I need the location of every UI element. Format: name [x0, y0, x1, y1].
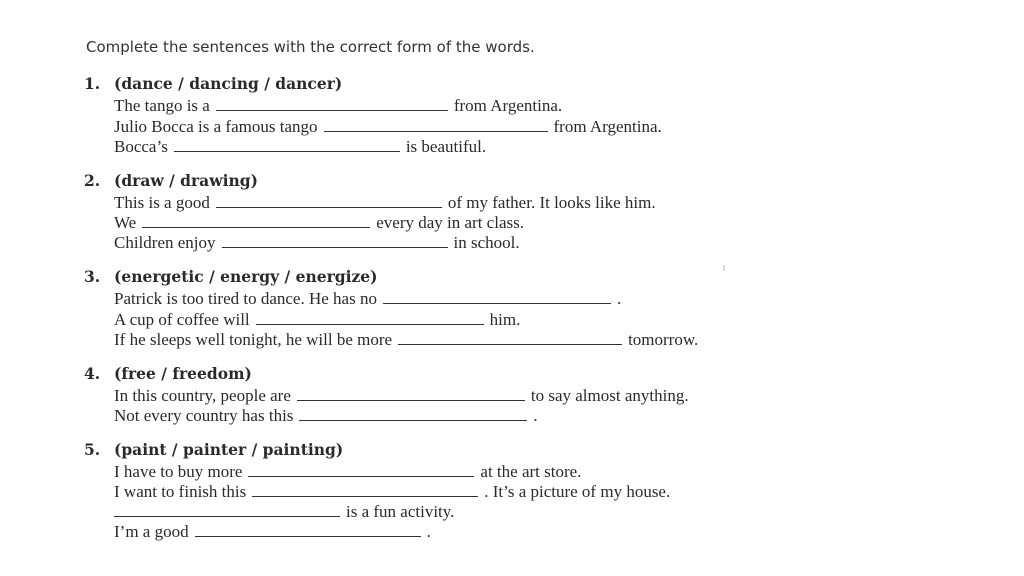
answer-blank[interactable]: [195, 521, 421, 537]
sentence-end: is a fun activity.: [346, 502, 455, 521]
answer-blank[interactable]: [216, 95, 448, 111]
word-options: (paint / painter / painting): [114, 440, 344, 459]
sentence-end: in school.: [453, 233, 520, 252]
answer-blank[interactable]: [216, 192, 442, 208]
sentence-start: In this country, people are: [114, 386, 291, 405]
sentence-start: Julio Bocca is a famous tango: [114, 117, 318, 136]
answer-blank[interactable]: [252, 481, 478, 497]
exercise-4-heading: [84, 364, 252, 383]
answer-blank[interactable]: [324, 116, 548, 132]
sentence-line: [114, 212, 524, 233]
sentence-end: .: [426, 522, 431, 541]
sentence-end: to say almost anything.: [530, 386, 689, 405]
sentence-line: [114, 288, 621, 309]
answer-blank[interactable]: [142, 212, 370, 228]
sentence-line: [114, 192, 656, 213]
sentence-line: [114, 461, 581, 482]
sentence-end: .: [616, 289, 622, 308]
sentence-end: from Argentina.: [453, 96, 563, 115]
answer-blank[interactable]: [114, 501, 340, 517]
sentence-line: [114, 136, 486, 157]
exercise-1-heading: [84, 74, 342, 93]
word-options: (energetic / energy / energize): [114, 267, 378, 286]
answer-blank[interactable]: [248, 461, 474, 477]
sentence-start: Not every country has this: [114, 406, 294, 425]
exercise-number: 5.: [84, 440, 101, 459]
scan-speck: [723, 265, 725, 271]
sentence-end: is beautiful.: [405, 137, 487, 156]
sentence-line: [114, 309, 520, 330]
answer-blank[interactable]: [398, 329, 622, 345]
sentence-end: . It’s a picture of my house.: [484, 482, 671, 501]
exercise-number: 1.: [84, 74, 101, 93]
sentence-start: Children enjoy: [114, 233, 216, 252]
sentence-line: [114, 521, 431, 542]
sentence-line: [114, 481, 670, 502]
sentence-start: We: [114, 213, 137, 232]
answer-blank[interactable]: [299, 405, 527, 421]
word-options: (dance / dancing / dancer): [114, 74, 343, 93]
exercise-5-heading: [84, 440, 343, 459]
sentence-end: every day in art class.: [376, 213, 524, 232]
instructions: Complete the sentences with the correct form of the words.: [86, 38, 535, 56]
answer-blank[interactable]: [297, 385, 525, 401]
sentence-start: Patrick is too tired to dance. He has no: [114, 289, 377, 308]
answer-blank[interactable]: [174, 136, 400, 152]
sentence-line: [114, 329, 698, 350]
sentence-end: of my father. It looks like him.: [447, 193, 656, 212]
sentence-start: I’m a good: [114, 522, 189, 541]
exercise-2-heading: [84, 171, 258, 190]
word-options: (draw / drawing): [114, 171, 258, 190]
exercise-number: 2.: [84, 171, 101, 190]
sentence-end: .: [533, 406, 538, 425]
word-options: (free / freedom): [114, 364, 252, 383]
sentence-start: Bocca’s: [114, 137, 168, 156]
sentence-line: [114, 501, 454, 522]
sentence-end: at the art store.: [480, 462, 582, 481]
exercise-number: 4.: [84, 364, 101, 383]
exercise-number: 3.: [84, 267, 101, 286]
answer-blank[interactable]: [256, 309, 484, 325]
sentence-line: [114, 116, 662, 137]
exercise-3-heading: [84, 267, 377, 286]
sentence-start: This is a good: [114, 193, 210, 212]
sentence-start: If he sleeps well tonight, he will be more: [114, 330, 393, 349]
answer-blank[interactable]: [383, 288, 611, 304]
sentence-end: tomorrow.: [628, 330, 699, 349]
sentence-line: [114, 405, 538, 426]
sentence-line: [114, 95, 562, 116]
sentence-line: [114, 232, 520, 253]
sentence-start: The tango is a: [114, 96, 210, 115]
sentence-start: I have to buy more: [114, 462, 243, 481]
sentence-line: [114, 385, 689, 406]
sentence-end: from Argentina.: [553, 117, 662, 136]
answer-blank[interactable]: [222, 232, 448, 248]
sentence-end: him.: [489, 310, 521, 329]
sentence-start: A cup of coffee will: [114, 310, 250, 329]
sentence-start: I want to finish this: [114, 482, 247, 501]
